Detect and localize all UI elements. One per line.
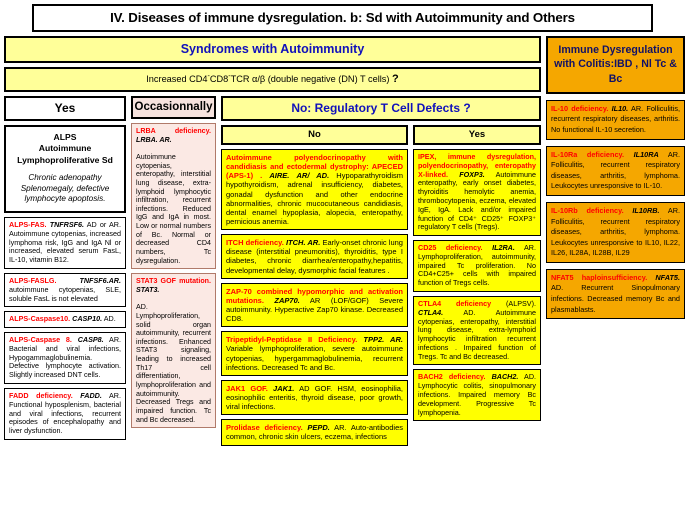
immune-dysregulation-colitis-region bbox=[546, 36, 685, 319]
card-nfat5-haploinsufficiency bbox=[546, 269, 685, 319]
gene-name: NFAT5. bbox=[655, 272, 680, 282]
disease-name: IPEX, immune dysregulation, polyendocrinopathy, enteropathy X-linked. bbox=[418, 152, 536, 179]
card-il10ra-deficiency bbox=[546, 146, 685, 196]
disease-name: LRBA deficiency. bbox=[136, 127, 211, 136]
gene-name: CASP10. bbox=[72, 314, 103, 324]
card-text: AR. Lymphoproliferation, autoimmunity, impaired Tc proliferation. No CD4+C25+ cells with impaired function of Tregs cells. bbox=[418, 243, 536, 288]
content-row bbox=[4, 36, 681, 446]
card-fadd-deficiency bbox=[4, 388, 126, 440]
card-apeced bbox=[221, 149, 408, 230]
card-cd25-deficiency bbox=[413, 240, 541, 292]
alps-subtitle: Chronic adenopathy Splenomegaly, defective lymphocyte apoptosis. bbox=[20, 173, 110, 204]
main-banner: Syndromes with Autoimmunity bbox=[4, 36, 541, 63]
alps-title-line-1: ALPS bbox=[53, 132, 77, 143]
disease-name: Autoimmune polyendocrinopathy with candidiasis and ectodermal dystrophy: APECED (APS-1) . bbox=[226, 153, 403, 181]
card-zap70 bbox=[221, 283, 408, 328]
card-text: AD. Lymphocytic colitis, sinopulmonary infections. Impaired memory Bc development. Progressive Tc lymphopenia. bbox=[418, 372, 537, 417]
subcolumn-no-header: No bbox=[221, 125, 408, 145]
disease-name: ALPS-FAS. bbox=[9, 220, 47, 230]
dn-prefix: Increased CD4 bbox=[146, 74, 208, 85]
column-occasionally-header: Occasionnally bbox=[131, 96, 216, 119]
disease-name: JAK1 GOF. bbox=[226, 383, 268, 393]
dn-mid: CD8 bbox=[209, 74, 229, 85]
disease-name: ALPS-Caspase10. bbox=[9, 314, 71, 324]
syndromes-with-autoimmunity-region bbox=[4, 36, 541, 446]
card-text: Hypoparathyroidism hypothyroidism, adrenal insufficiency, diabetes, gonadal dysfunction and other endocrine abnormalities, chronic mucocutaneous candidiasis, dental enamel hypoplasia, alopecia, enteropathy, pernicious anemia. bbox=[226, 171, 403, 227]
dn-minus-2: - bbox=[228, 73, 231, 80]
gene-name: FOXP3. bbox=[459, 169, 485, 179]
gene-name: PEPD. bbox=[307, 423, 330, 433]
card-alps-faslg bbox=[4, 273, 126, 307]
gene-name: IL10. bbox=[611, 103, 629, 113]
gene-name: IL2RA. bbox=[492, 243, 515, 253]
gene-suffix: AR. bbox=[631, 103, 644, 113]
card-jak1-gof bbox=[221, 380, 408, 415]
column-regulatory-header: No: Regulatory T Cell Defects ? bbox=[221, 96, 541, 121]
gene-suffix: AR/ AD. bbox=[296, 171, 330, 181]
card-stat3-gof bbox=[131, 273, 216, 428]
card-text: AD. Lymphoproliferation, solid organ autoimmunity, recurrent infections. Enhanced STAT3 signaling, leading to increased Th17 cell differentiation, lymphoproliferation and autoimmunity. Decreased Tregs and impaired function. Tc and Bc decreased. bbox=[136, 303, 211, 424]
gene-name: TPP2. AR. bbox=[363, 335, 403, 345]
gene-name: CTLA4. bbox=[418, 307, 444, 317]
card-text: Autoimmune cytopenias, enteropathy, interstitial lung disease, extra-lymphoid lymphocytic infiltration, recurrent infections. Reduced IgG and IgA in most. Low or normal numbers of Bc. Normal or decreased CD4 numbers, Tc dysregulation. bbox=[136, 152, 211, 265]
gene-name: BACH2. bbox=[491, 372, 519, 382]
card-text: Variable lymphoproliferation, severe autoimmune cytopenias, hypergammaglobulinemia, recurrent infections. Decreased Tc and Bc. bbox=[226, 344, 403, 372]
card-tpp2-deficiency bbox=[221, 331, 408, 376]
gene-name: ITCH. AR. bbox=[285, 238, 321, 248]
dn-tcell-question bbox=[4, 67, 541, 92]
card-itch-deficiency bbox=[221, 234, 408, 279]
dn-minus-1: - bbox=[207, 73, 210, 80]
card-text: Recurrent Sinopulmonary infections. Decreased memory Bc and plasmablasts. bbox=[551, 283, 680, 314]
subcolumn-yes-header: Yes bbox=[413, 125, 541, 145]
right-column-header: Immune Dysregulation with Colitis:IBD , Nl Tc & Bc bbox=[546, 36, 685, 94]
gene-suffix: AR. bbox=[667, 149, 681, 159]
card-text: Folliculitis, recurrent respiratory diseases, arthritis, lymphoma. Leukocytes unresponsive to IL-10. bbox=[551, 160, 680, 191]
gene-suffix: AR (LOF/GOF) bbox=[309, 295, 369, 305]
gene-name: AIRE. bbox=[269, 171, 290, 181]
disease-name: ZAP-70 combined hypomorphic and activation mutations. bbox=[226, 286, 403, 305]
disease-name: Prolidase deficiency. bbox=[226, 423, 303, 433]
disease-name: IL-10 deficiency. bbox=[551, 103, 609, 113]
gene-name: IL10RB. bbox=[632, 205, 660, 215]
page-title: IV. Diseases of immune dysregulation. b: Sd with Autoimmunity and Others bbox=[32, 4, 653, 32]
card-text: AR. Functional hyposplenism, bacterial and viral infections, recurrent episodes of encephalopathy and liver dysfunction. bbox=[9, 391, 121, 436]
subcolumn-yes bbox=[413, 125, 541, 421]
card-alps-fas bbox=[4, 217, 126, 269]
card-text: Early-onset chronic lung disease (interstitial pneumonitis), thyroiditis, type I diabetes, chronic diarrhea/enteropathy,hepatitis, developmental delay, dysmorphic facial features . bbox=[226, 238, 403, 275]
dn-rest: TCR α/β (double negative (DN) T cells) bbox=[230, 74, 390, 85]
gene-name: CASP8. bbox=[77, 335, 104, 345]
dn-question-mark: ? bbox=[392, 73, 399, 86]
card-text: AD GOF. HSM, eosinophilia, eosinophilic enteritis, thyroid disease, poor growth, viral infections. bbox=[226, 383, 404, 412]
disease-name: IL-10Ra deficiency. bbox=[551, 149, 625, 159]
column-occasionally bbox=[131, 96, 216, 428]
gene-suffix: AD. bbox=[551, 283, 564, 293]
card-text: Folliculitis, recurrent respiratory diseases, arthritis, lymphoma. Leukocytes unresponsive to IL10, IL22, IL26, IL28A, IL28B, IL29 bbox=[551, 216, 680, 258]
column-yes-header: Yes bbox=[4, 96, 126, 121]
card-text: AD. Autoimmune cytopenias, enteropathy, interstitial lung disease, extra-lymphoid lymphocytic infiltration recurrent infections . Impaired function of Tregs. Tc and Bc decreased. bbox=[418, 307, 536, 361]
disease-name: IL-10Rb deficiency. bbox=[551, 205, 624, 215]
column-yes bbox=[4, 96, 126, 440]
card-lrba-deficiency bbox=[131, 123, 216, 269]
card-prolidase-deficiency bbox=[221, 419, 408, 445]
gene-name: TNFRSF6. bbox=[49, 220, 85, 230]
card-text: Autoimmune enteropathy, early onset diabetes, thyroiditis hemolytic anemia, thrombocytopenia, eczema, elevated IgE, IgA. Lack and/or impaired function of CD4⁺ CD25⁺ FOXP3⁺ regulatory T cells (Tregs). bbox=[418, 169, 536, 232]
gene-name: ZAP70. bbox=[274, 295, 300, 305]
disease-name: BACH2 deficiency. bbox=[418, 372, 486, 382]
disease-name: ITCH deficiency. bbox=[226, 238, 284, 248]
alps-title bbox=[10, 132, 120, 166]
disease-name: FADD deficiency. bbox=[9, 391, 73, 400]
disease-name: CD25 deficiency. bbox=[418, 243, 483, 253]
card-ipex bbox=[413, 149, 541, 236]
branch-columns bbox=[4, 96, 541, 446]
gene-suffix: AR. bbox=[667, 205, 681, 215]
card-ctla4-deficiency bbox=[413, 296, 541, 365]
gene-name: STAT3. bbox=[136, 285, 160, 294]
regulatory-subcolumns bbox=[221, 125, 541, 446]
card-text: Folliculitis, recurrent respiratory diseases, arthritis. No functional IL-10 secretion. bbox=[551, 103, 681, 135]
gene-name: JAK1. bbox=[273, 383, 295, 393]
card-text: AR. Bacterial and viral infections, Hypogammaglobulinemia. Defective lymphocyte activation. Slightly increased DNT cells. bbox=[9, 335, 122, 380]
card-il10-deficiency bbox=[546, 100, 685, 140]
column-regulatory-tcell-defects bbox=[221, 96, 541, 446]
disease-name: ALPS-FASLG. bbox=[9, 275, 57, 285]
alps-intro-box bbox=[4, 125, 126, 213]
disease-name: STAT3 GOF mutation. bbox=[136, 277, 211, 286]
gene-name: IL10RA bbox=[633, 149, 659, 159]
disease-name: CTLA4 deficiency bbox=[418, 299, 492, 308]
card-bach2-deficiency bbox=[413, 369, 541, 421]
subcolumn-no bbox=[221, 125, 408, 446]
disease-name: NFAT5 haploinsufficiency. bbox=[551, 272, 648, 282]
card-il10rb-deficiency bbox=[546, 202, 685, 263]
disease-name: ALPS-Caspase 8. bbox=[9, 335, 72, 345]
disease-name-suffix: (ALPSV). bbox=[506, 299, 536, 308]
alps-title-line-2: Autoimmune bbox=[38, 143, 92, 154]
card-text: autoimmune cytopenias, SLE, soluble FasL is not elevated bbox=[9, 284, 121, 303]
card-alps-caspase10 bbox=[4, 311, 126, 328]
card-text: AR. Auto-antibodies common, chronic skin ulcers, eczema, infections bbox=[226, 423, 404, 442]
alps-title-line-3: Lymphoproliferative Sd bbox=[17, 154, 113, 165]
gene-name: TNFSF6.AR. bbox=[79, 275, 121, 285]
card-text: Severe autoimmunity. Hyperactive Zap70 kinase. Decreased CD8. bbox=[226, 295, 403, 324]
card-text: AD or AR. Autoimmune cytopenias, increased lymphoma risk, IgG and IgA Nl or increased, elevated serum FasL, IL-10, vitamin B12. bbox=[9, 220, 121, 265]
card-text: AD. bbox=[103, 314, 116, 324]
gene-name: FADD. bbox=[80, 391, 102, 400]
card-alps-caspase8 bbox=[4, 332, 126, 384]
disease-name: Tripeptidyl-Peptidase II Deficiency. bbox=[226, 335, 358, 345]
gene-name: LRBA. AR. bbox=[136, 135, 172, 144]
